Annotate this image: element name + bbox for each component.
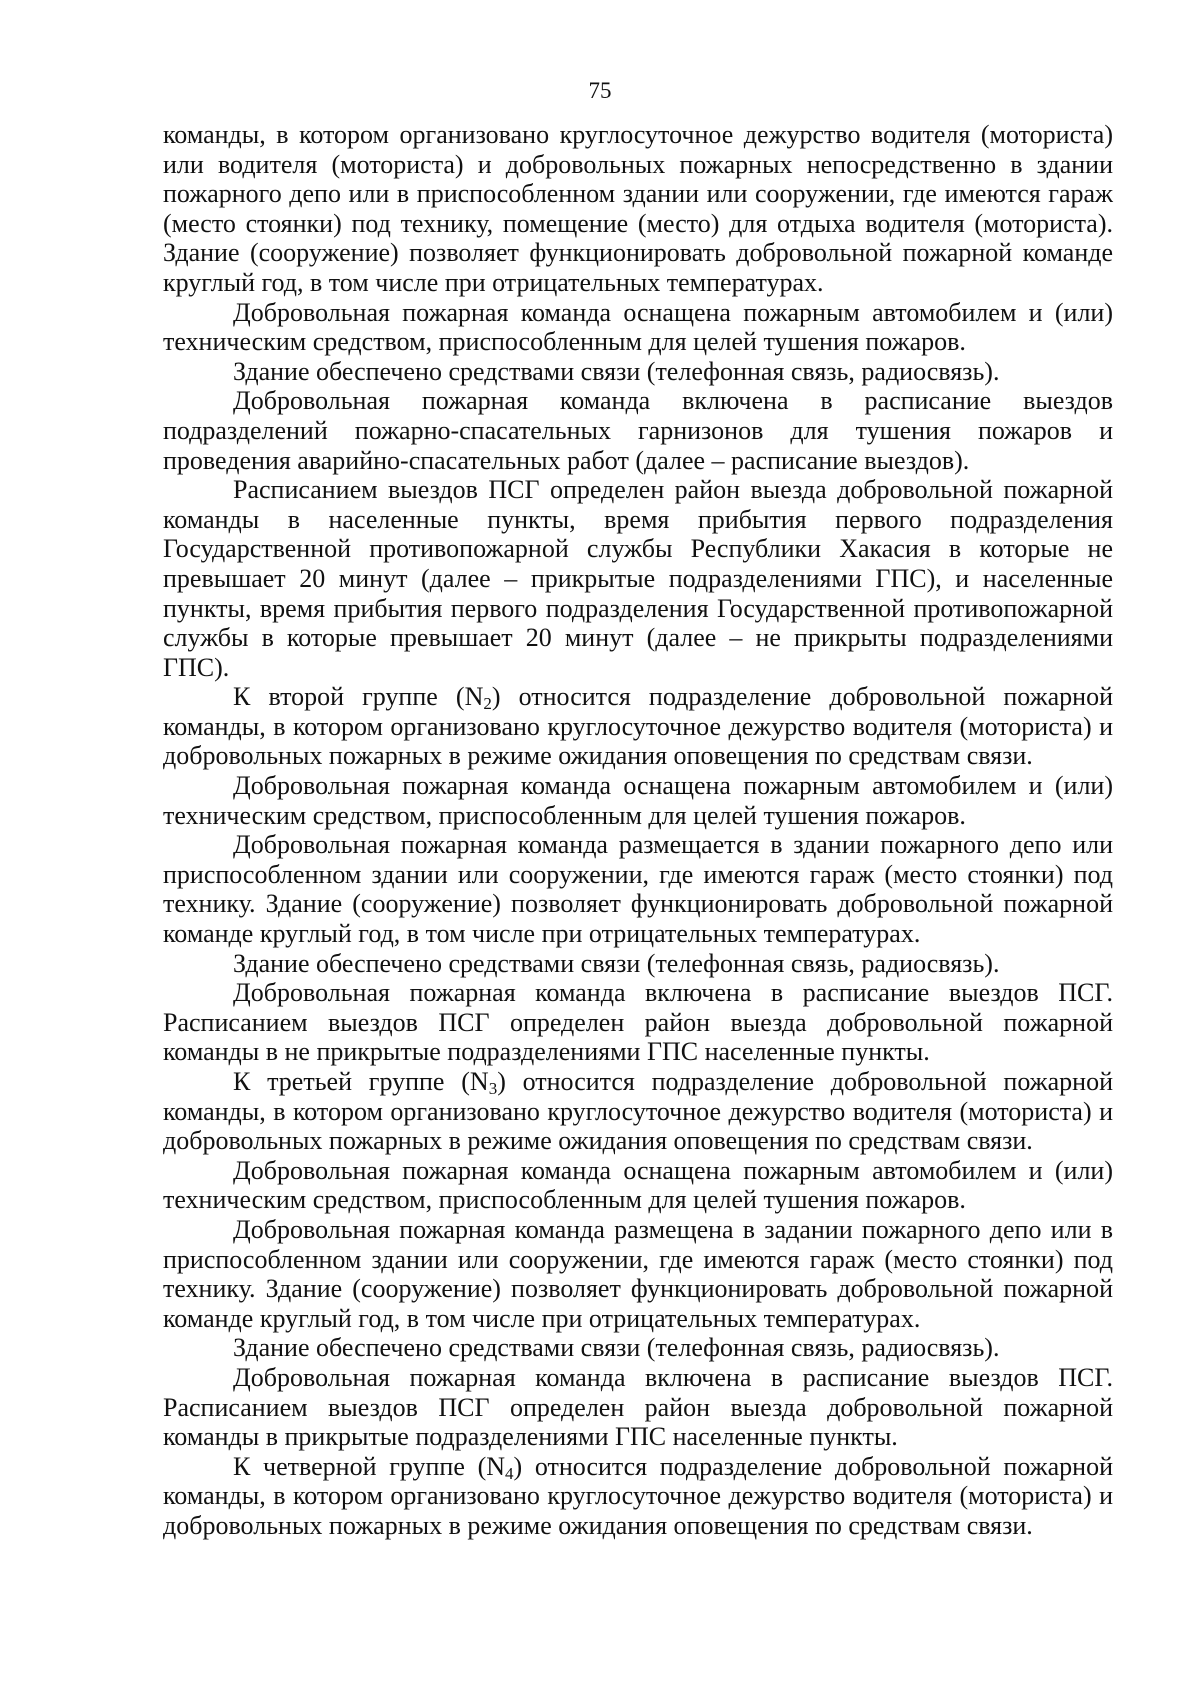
paragraph: Здание обеспечено средствами связи (телефонная связь, радиосвязь). [233,1333,1000,1363]
paragraph: Добровольная пожарная команда размещена в задании пожарного депо или в приспособленном здании или сооружении, где имеются гараж (место стоянки) под технику. Здание (сооружение) позволяет функционировать добровольной пожарной команде круглый год, в том числе при отрицательных температурах. [163,1214,1113,1333]
paragraph: Добровольная пожарная команда оснащена пожарным автомобилем и (или) техническим средством, приспособленным для целей тушения пожаров. [163,297,1113,357]
document-body [163,120,1113,1541]
paragraph: Добровольная пожарная команда оснащена пожарным автомобилем и (или) техническим средством, приспособленным для целей тушения пожаров. [163,1155,1113,1215]
paragraph: Здание обеспечено средствами связи (телефонная связь, радиосвязь). [233,948,1000,978]
group-subscript: 4 [505,1463,514,1483]
paragraph-group-2 [163,682,1113,771]
paragraph: Добровольная пожарная команда оснащена пожарным автомобилем и (или) техническим средством, приспособленным для целей тушения пожаров. [163,771,1113,830]
paragraph: Добровольная пожарная команда включена в расписание выездов ПСГ. Расписанием выездов ПСГ определен район выезда добровольной пожарной команды в не прикрытые подразделениями ГПС населенные пункты. [163,978,1113,1067]
paragraph-text: ) относится подразделение добровольной пожарной команды, в котором организовано круглосуточное дежурство водителя (моториста) и добровольных пожарных в режиме ожидания оповещения по средствам связи. [163,1451,1114,1540]
paragraph: Добровольная пожарная команда включена в расписание выездов ПСГ. Расписанием выездов ПСГ определен район выезда добровольной пожарной команды в прикрытые подразделениями ГПС населенные пункты. [163,1362,1113,1452]
paragraph: команды, в котором организовано круглосуточное дежурство водителя (моториста) или водителя (моториста) и добровольных пожарных непосредственно в здании пожарного депо или в приспособленном здании или сооружении, где имеются гараж (место стоянки) под технику, помещение (место) для отдыха водителя (моториста). Здание (сооружение) позволяет функционировать добровольной пожарной команде круглый год, в том числе при отрицательных температурах. [163,120,1113,297]
group-subscript: 2 [483,694,492,714]
paragraph: Расписанием выездов ПСГ определен район выезда добровольной пожарной команды в населенные пункты, время прибытия первого подразделения Государственной противопожарной службы Республики Хакасия в которые не превышает 20 минут (далее – прикрытые подразделениями ГПС), и населенные пункты, время прибытия первого подразделения Государственной противопожарной службы в которые превышает 20 минут (далее – не прикрыты подразделениями ГПС). [163,475,1113,682]
page-number: 75 [588,78,612,103]
paragraph-group-4 [163,1452,1113,1541]
group-subscript: 3 [488,1079,498,1098]
paragraph-text: К третьей группе (N [233,1067,489,1096]
paragraph-text: К второй группе (N [233,682,484,712]
paragraph-text: ) относится подразделение добровольной пожарной команды, в котором организовано круглосуточное дежурство водителя (моториста) и добровольных пожарных в режиме ожидания оповещения по средствам связи. [163,682,1113,771]
paragraph: Добровольная пожарная команда включена в расписание выездов подразделений пожарно-спасательных гарнизонов для тушения пожаров и проведения аварийно-спасательных работ (далее – расписание выездов). [163,386,1113,475]
paragraph-group-3 [163,1067,1113,1156]
paragraph: Добровольная пожарная команда размещается в здании пожарного депо или приспособленном здании или сооружении, где имеются гараж (место стоянки) под технику. Здание (сооружение) позволяет функционировать добровольной пожарной команде круглый год, в том числе при отрицательных температурах. [163,830,1113,949]
paragraph-text: К четверной группе (N [233,1451,506,1481]
paragraph: Здание обеспечено средствами связи (телефонная связь, радиосвязь). [233,356,1000,386]
paragraph-text: ) относится подразделение добровольной пожарной команды, в котором организовано круглосуточное дежурство водителя (моториста) и добровольных пожарных в режиме ожидания оповещения по средствам связи. [163,1067,1114,1156]
